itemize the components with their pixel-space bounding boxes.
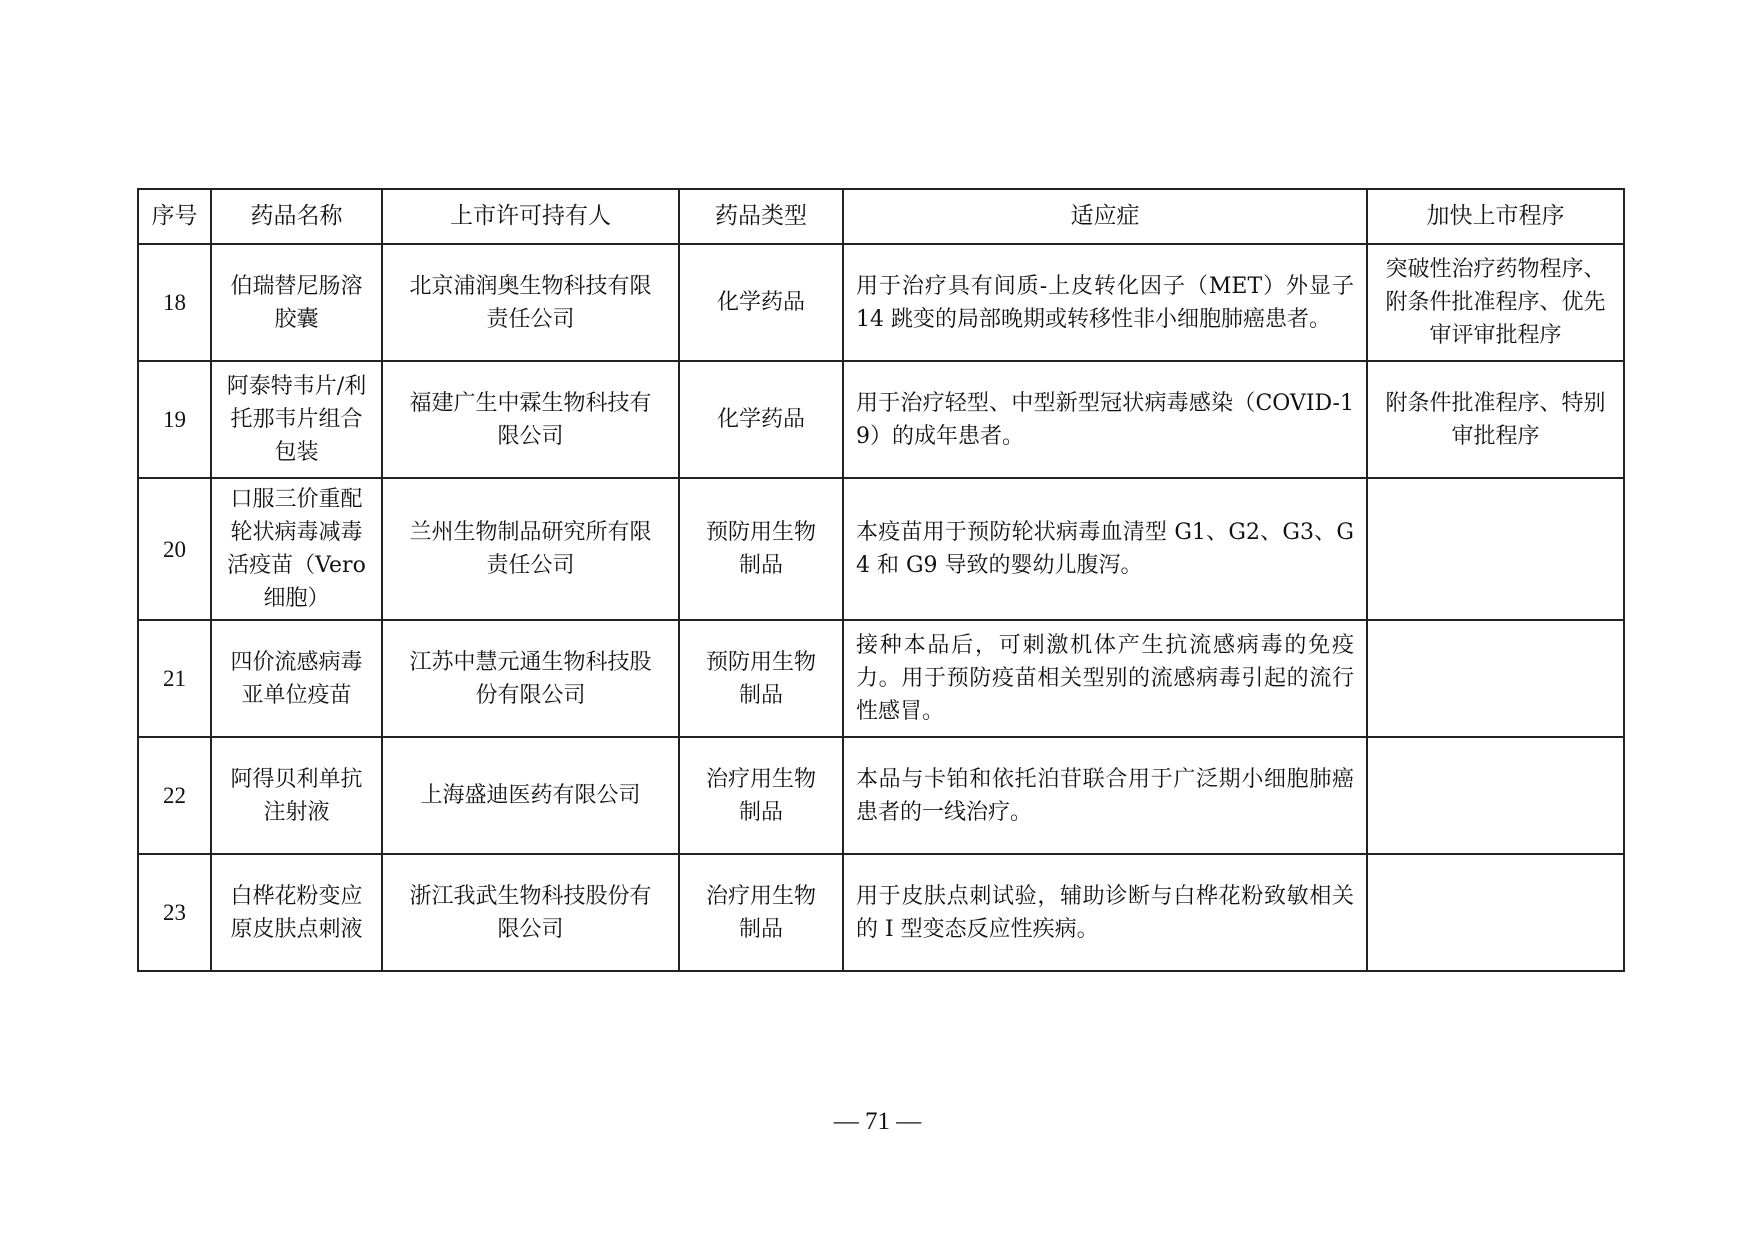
cell-drug-type: 治疗用生物制品 bbox=[679, 737, 843, 854]
cell-indication: 本品与卡铂和依托泊苷联合用于广泛期小细胞肺癌患者的一线治疗。 bbox=[843, 737, 1367, 854]
cell-holder: 上海盛迪医药有限公司 bbox=[382, 737, 679, 854]
table-row bbox=[138, 244, 1624, 361]
cell-procedure bbox=[1367, 737, 1624, 854]
drug-approval-table bbox=[137, 188, 1625, 972]
cell-indication: 用于皮肤点刺试验，辅助诊断与白桦花粉致敏相关的 I 型变态反应性疾病。 bbox=[843, 854, 1367, 971]
cell-drug-name: 伯瑞替尼肠溶胶囊 bbox=[211, 244, 382, 361]
cell-drug-name: 阿得贝利单抗注射液 bbox=[211, 737, 382, 854]
header-procedure: 加快上市程序 bbox=[1367, 189, 1624, 244]
cell-seq: 22 bbox=[138, 737, 211, 854]
header-drug-type: 药品类型 bbox=[679, 189, 843, 244]
cell-indication: 本疫苗用于预防轮状病毒血清型 G1、G2、G3、G4 和 G9 导致的婴幼儿腹泻。 bbox=[843, 478, 1367, 620]
cell-drug-type: 预防用生物制品 bbox=[679, 478, 843, 620]
header-seq: 序号 bbox=[138, 189, 211, 244]
table-row bbox=[138, 361, 1624, 478]
cell-drug-type: 化学药品 bbox=[679, 244, 843, 361]
table-header-row bbox=[138, 189, 1624, 244]
cell-drug-name: 口服三价重配轮状病毒减毒活疫苗（Vero 细胞） bbox=[211, 478, 382, 620]
cell-holder: 北京浦润奥生物科技有限责任公司 bbox=[382, 244, 679, 361]
cell-holder: 江苏中慧元通生物科技股份有限公司 bbox=[382, 620, 679, 737]
table-row bbox=[138, 737, 1624, 854]
table-row bbox=[138, 620, 1624, 737]
cell-procedure: 附条件批准程序、特别审批程序 bbox=[1367, 361, 1624, 478]
table-row bbox=[138, 854, 1624, 971]
cell-seq: 18 bbox=[138, 244, 211, 361]
cell-indication: 接种本品后，可刺激机体产生抗流感病毒的免疫力。用于预防疫苗相关型别的流感病毒引起的流行性感冒。 bbox=[843, 620, 1367, 737]
cell-seq: 21 bbox=[138, 620, 211, 737]
cell-holder: 兰州生物制品研究所有限责任公司 bbox=[382, 478, 679, 620]
cell-indication: 用于治疗具有间质-上皮转化因子（MET）外显子 14 跳变的局部晚期或转移性非小细胞肺癌患者。 bbox=[843, 244, 1367, 361]
cell-drug-type: 治疗用生物制品 bbox=[679, 854, 843, 971]
cell-procedure: 突破性治疗药物程序、附条件批准程序、优先审评审批程序 bbox=[1367, 244, 1624, 361]
header-holder: 上市许可持有人 bbox=[382, 189, 679, 244]
page-number: — 71 — bbox=[833, 1108, 922, 1135]
cell-seq: 20 bbox=[138, 478, 211, 620]
table-row bbox=[138, 478, 1624, 620]
cell-seq: 23 bbox=[138, 854, 211, 971]
cell-drug-name: 白桦花粉变应原皮肤点刺液 bbox=[211, 854, 382, 971]
cell-drug-name: 四价流感病毒亚单位疫苗 bbox=[211, 620, 382, 737]
cell-drug-type: 化学药品 bbox=[679, 361, 843, 478]
cell-holder: 福建广生中霖生物科技有限公司 bbox=[382, 361, 679, 478]
cell-procedure bbox=[1367, 478, 1624, 620]
cell-procedure bbox=[1367, 854, 1624, 971]
cell-drug-type: 预防用生物制品 bbox=[679, 620, 843, 737]
cell-drug-name: 阿泰特韦片/利托那韦片组合包装 bbox=[211, 361, 382, 478]
header-indication: 适应症 bbox=[843, 189, 1367, 244]
cell-seq: 19 bbox=[138, 361, 211, 478]
cell-procedure bbox=[1367, 620, 1624, 737]
cell-indication: 用于治疗轻型、中型新型冠状病毒感染（COVID-19）的成年患者。 bbox=[843, 361, 1367, 478]
cell-holder: 浙江我武生物科技股份有限公司 bbox=[382, 854, 679, 971]
header-drug-name: 药品名称 bbox=[211, 189, 382, 244]
